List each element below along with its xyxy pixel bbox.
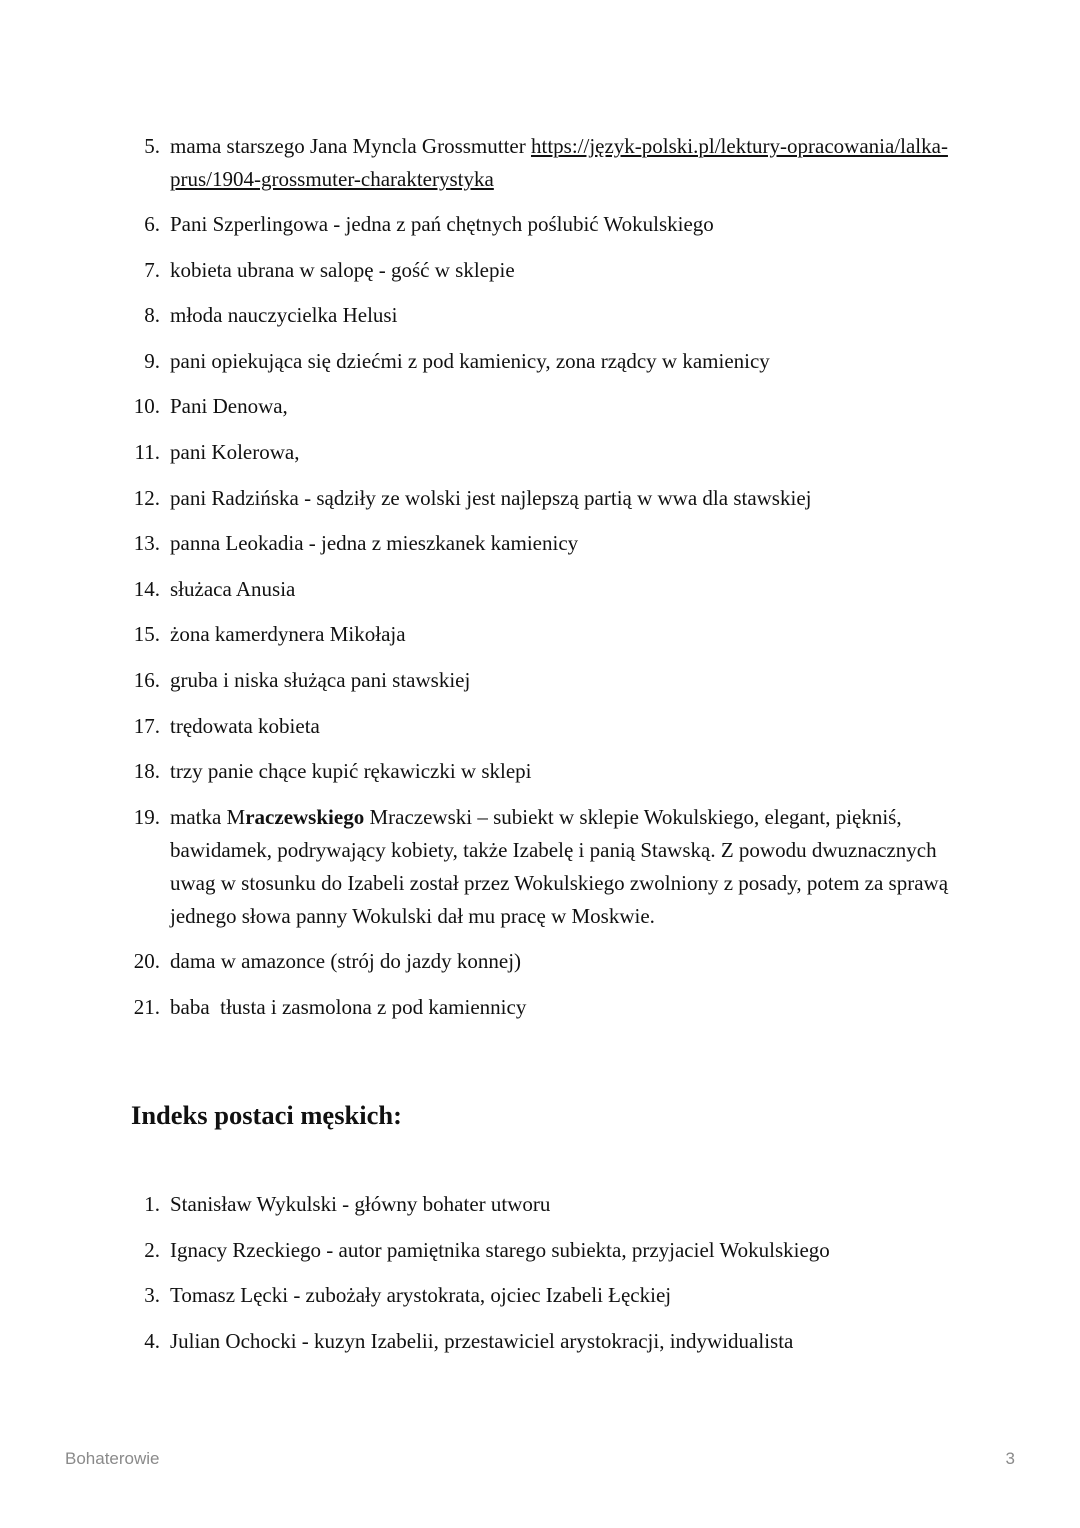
list-item [0, 390, 1080, 423]
list-item-number: 11. [134, 439, 160, 464]
list-item-number: 14. [133, 576, 160, 601]
list-item-bold-text: raczewskiego [245, 804, 365, 829]
list-item [0, 1325, 1080, 1358]
list-item [0, 945, 1080, 978]
list-item-text: młoda nauczycielka Helusi [170, 303, 398, 328]
list-item [0, 573, 1080, 606]
list-item [0, 664, 1080, 697]
footer-document-title: Bohaterowie [65, 1449, 160, 1468]
list-item-number: 2. [144, 1237, 160, 1262]
list-item-text: gruba i niska służąca pani stawskiej [170, 667, 471, 692]
list-item-text [170, 134, 948, 191]
list-item-text: Julian Ochocki - kuzyn Izabelii, przestawiciel arystokracji, indywidualista [170, 1328, 794, 1353]
list-item-text: Pani Szperlingowa - jedna z pań chętnych poślubić Wokulskiego [170, 212, 714, 236]
list-item-text-rest: Mraczewski – subiekt w sklepie Wokulskiego, elegant, piękniś, bawidamek, podrywający kobiety, także Izabelę i panią Stawską. Z powodu dwuznacznych uwag w stosunku do Izabeli został przez Wokulskiego zwolniony z posady, potem za sprawą jednego słowa panny Wokulski dał mu pracę w Moskwie. [170, 804, 949, 928]
list-item-number: 19. [133, 804, 160, 829]
list-item [0, 991, 1080, 1024]
list-item-number: 20. [133, 949, 160, 974]
list-item-number: 21. [133, 994, 160, 1019]
list-item [0, 254, 1080, 287]
list-item-text: trędowata kobieta [170, 713, 320, 738]
list-item-number: 3. [144, 1283, 160, 1308]
list-item-text: służaca Anusia [170, 576, 296, 601]
list-item-text: kobieta ubrana w salopę - gość w sklepie [170, 257, 515, 282]
list-item-number: 12. [133, 485, 160, 510]
list-item [0, 1188, 1080, 1221]
list-item [0, 130, 1080, 196]
list-item-number: 4. [144, 1328, 160, 1353]
list-item [0, 527, 1080, 560]
list-item-text: pani Kolerowa, [170, 439, 300, 464]
list-item [0, 710, 1080, 743]
list-item-number: 5. [144, 134, 160, 158]
list-item-number: 18. [133, 759, 160, 784]
list-item-number: 13. [133, 531, 160, 556]
list-item-number: 8. [144, 303, 160, 328]
list-item-text: Tomasz Lęcki - zubożały arystokrata, ojciec Izabeli Łęckiej [170, 1283, 672, 1308]
male-characters-list [0, 1188, 1080, 1370]
list-item-text-start: matka M [170, 804, 246, 829]
list-item [0, 436, 1080, 469]
list-item-number: 17. [133, 713, 160, 738]
list-item-text: dama w amazonce (strój do jazdy konnej) [170, 949, 522, 974]
grossmutter-link[interactable]: https://język-polski.pl/lektury-opracowania/lalka-prus/1904-grossmuter-charakterystyka [170, 134, 948, 191]
list-item-text: panna Leokadia - jedna z mieszkanek kamienicy [170, 531, 579, 556]
list-item [0, 345, 1080, 378]
list-item-text: żona kamerdynera Mikołaja [170, 622, 406, 647]
list-item-number: 9. [144, 348, 160, 373]
list-item-number: 1. [144, 1192, 160, 1216]
list-item [0, 1234, 1080, 1267]
list-item-number: 15. [133, 622, 160, 647]
list-item-text: baba tłusta i zasmolona z pod kamiennicy [170, 994, 527, 1019]
list-item-number: 16. [133, 667, 160, 692]
female-characters-list [0, 130, 1080, 1037]
list-item [0, 755, 1080, 788]
list-item-text: pani opiekująca się dziećmi z pod kamienicy, zona rządcy w kamienicy [170, 348, 770, 373]
list-item [0, 208, 1080, 241]
list-item [0, 299, 1080, 332]
list-item [0, 482, 1080, 515]
list-item-text: pani Radzińska - sądziły ze wolski jest najlepszą partią w wwa dla stawskiej [170, 485, 812, 510]
list-item [0, 801, 1080, 933]
list-item-text: Ignacy Rzeckiego - autor pamiętnika starego subiekta, przyjaciel Wokulskiego [170, 1237, 830, 1262]
list-item-number: 10. [133, 394, 160, 419]
footer-page-number: 3 [1005, 1449, 1015, 1468]
list-item-text: Pani Denowa, [170, 394, 288, 419]
list-item-number: 6. [144, 212, 160, 236]
list-item [0, 1279, 1080, 1312]
list-item [0, 618, 1080, 651]
list-item-number: 7. [144, 257, 160, 282]
list-item-text [170, 805, 948, 928]
list-item-text: Stanisław Wykulski - główny bohater utworu [170, 1192, 551, 1216]
list-item-label: mama starszego Jana Myncla Grossmutter [170, 134, 531, 158]
list-item-text: trzy panie chące kupić rękawiczki w sklepi [170, 759, 532, 784]
section-heading-male-characters: Indeks postaci męskich: [131, 1100, 402, 1130]
